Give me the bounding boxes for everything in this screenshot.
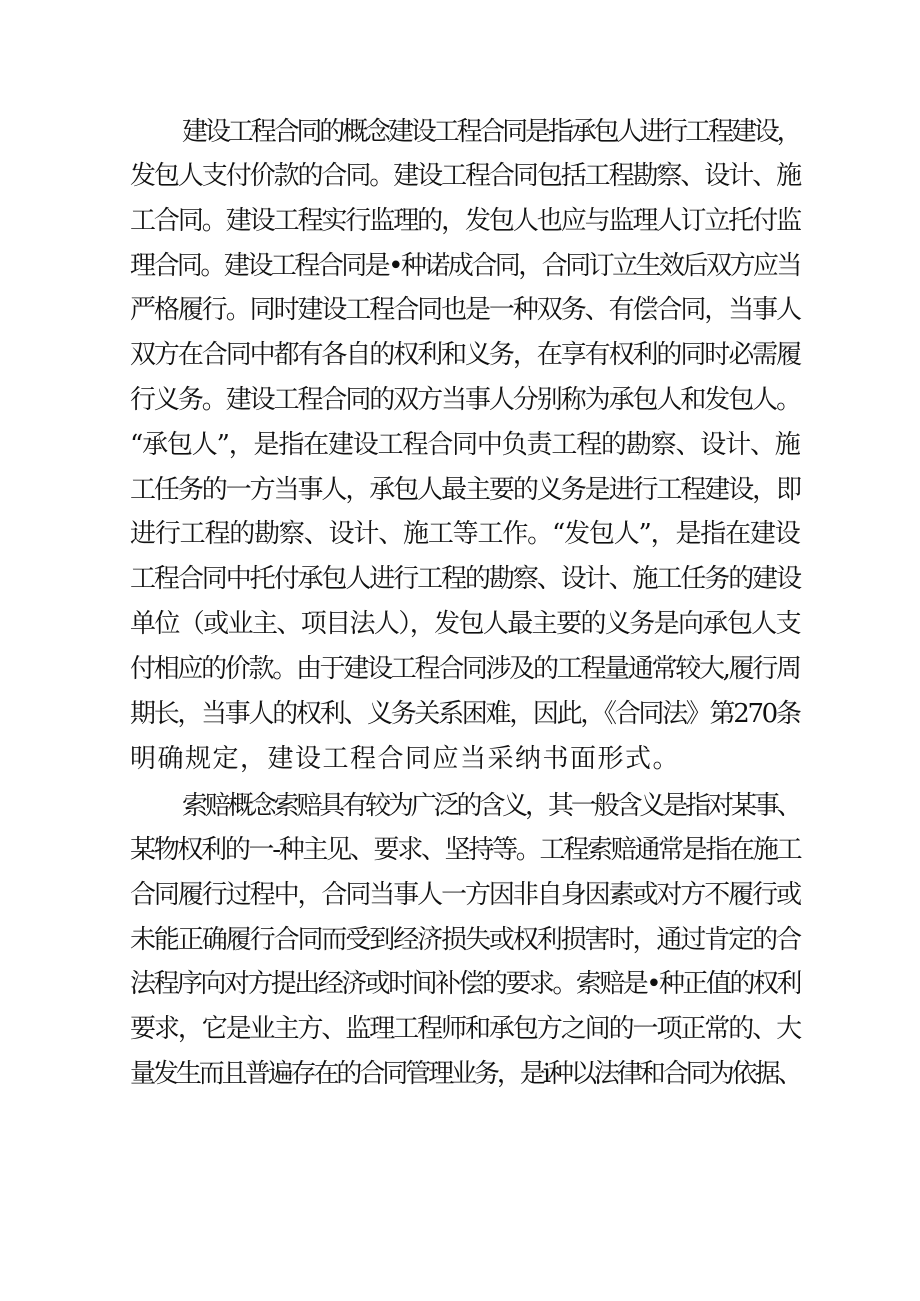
text-line: 建设工程合同的概念建设工程合同是指承包人进行工程建设， bbox=[182, 117, 800, 147]
text-line: 要求，它是业主方、监理工程师和承包方之间的一项正常的、大 bbox=[130, 1014, 801, 1044]
text-line: 未能正确履行合同而受到经济损失或权利损害时，通过肯定的合 bbox=[130, 925, 801, 955]
text-line: 双方在合同中都有各自的权利和义务，在享有权利的同时必需履 bbox=[130, 340, 801, 370]
text-line: 行义务。建设工程合同的双方当事人分别称为承包人和发包人。 bbox=[130, 385, 801, 415]
text-line: 期长，当事人的权利、义务关系困难，因此，《合同法》第270条 bbox=[130, 699, 800, 729]
text-line: 付相应的价款。由于建设工程合同涉及的工程量通常较大,履行周 bbox=[130, 654, 800, 684]
text-line: “承包人”，是指在建设工程合同中负责工程的勘察、设计、施 bbox=[130, 430, 800, 460]
text-line: 工合同。建设工程实行监理的，发包人也应与监理人订立托付监 bbox=[130, 206, 801, 236]
text-line: 进行工程的勘察、设计、施工等工作。“发包人”，是指在建设 bbox=[130, 519, 800, 549]
text-line: 索赔概念索赔具有较为广泛的含义，其一般含义是指对某事、 bbox=[182, 791, 800, 821]
text-line: 单位（或业主、项目法人），发包人最主要的义务是向承包人支 bbox=[130, 609, 801, 639]
text-line: 量发生而且普遍存在的合同管理业务，是i种以法律和合同为依据、 bbox=[130, 1059, 801, 1089]
text-line: 法程序向对方提出经济或时间补偿的要求。索赔是•种正值的权利 bbox=[130, 969, 800, 999]
text-line: 严格履行。同时建设工程合同也是一种双务、有偿合同，当事人 bbox=[130, 295, 801, 325]
text-line: 某物权利的一-种主见、要求、坚持等。工程索赔通常是指在施工 bbox=[130, 835, 801, 865]
text-line: 工程合同中托付承包人进行工程的勘察、设计、施工任务的建设 bbox=[130, 564, 801, 594]
text-line: 明确规定，建设工程合同应当采纳书面形式。 bbox=[130, 744, 681, 774]
text-line: 发包人支付价款的合同。建设工程合同包括工程勘察、设计、施 bbox=[130, 161, 801, 191]
text-line: 合同履行过程中，合同当事人一方因非自身因素或对方不履行或 bbox=[130, 880, 801, 910]
text-line: 工任务的一方当事人，承包人最主要的义务是进行工程建设，即 bbox=[130, 475, 801, 505]
text-line: 理合同。建设工程合同是•种诺成合同，合同订立生效后双方应当 bbox=[130, 251, 800, 281]
